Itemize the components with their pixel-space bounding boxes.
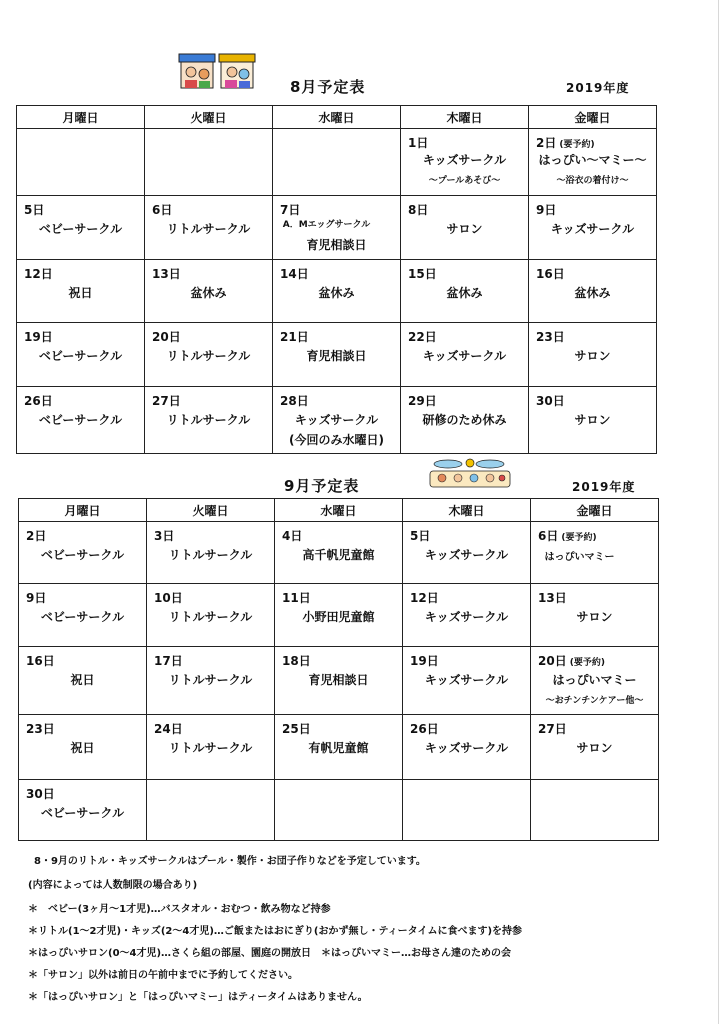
september-year: 2019年度 bbox=[572, 480, 636, 494]
day-label: 13日 bbox=[152, 267, 181, 281]
day-label: 22日 bbox=[408, 330, 437, 344]
event-text: ベビーサークル bbox=[38, 413, 123, 427]
event-text: ベビーサークル bbox=[38, 222, 123, 236]
event-text: 小野田児童館 bbox=[302, 610, 375, 624]
event-text: 育児相談日 bbox=[306, 238, 367, 252]
day-number bbox=[152, 392, 181, 409]
event-text: ～プールあそび～ bbox=[428, 176, 501, 186]
event-text: ベビーサークル bbox=[40, 610, 125, 624]
day-cell bbox=[275, 522, 403, 584]
event-text: サロン bbox=[446, 222, 483, 236]
day-number bbox=[280, 265, 309, 282]
day-cell bbox=[529, 129, 657, 196]
event-text: 盆休み bbox=[318, 286, 355, 300]
day-cell bbox=[145, 323, 273, 387]
day-label: 27日 bbox=[152, 394, 181, 408]
event-text: リトルサークル bbox=[168, 548, 253, 562]
day-number bbox=[26, 527, 46, 544]
day-label: 26日 bbox=[410, 722, 439, 736]
day-number bbox=[410, 589, 439, 606]
day-label: 7日 bbox=[280, 203, 301, 217]
weekday-header: 火曜日 bbox=[147, 499, 275, 522]
day-cell bbox=[529, 323, 657, 387]
day-number bbox=[536, 201, 556, 218]
day-label: 15日 bbox=[408, 267, 437, 281]
day-label: 12日 bbox=[24, 267, 53, 281]
day-label: 16日 bbox=[26, 654, 55, 668]
week-row bbox=[19, 780, 659, 841]
event-text: サロン bbox=[576, 741, 613, 755]
event-text: リトルサークル bbox=[166, 413, 251, 427]
event-text: 祝日 bbox=[70, 673, 95, 687]
day-cell bbox=[273, 387, 401, 454]
day-number bbox=[408, 392, 437, 409]
day-number bbox=[408, 201, 428, 218]
day-cell bbox=[145, 387, 273, 454]
day-cell bbox=[145, 129, 273, 196]
event-text: キッズサークル bbox=[424, 610, 509, 624]
reservation-note: (要予約) bbox=[559, 140, 595, 150]
day-label: 17日 bbox=[154, 654, 183, 668]
day-label: 23日 bbox=[536, 330, 565, 344]
day-cell bbox=[531, 780, 659, 841]
event-text: 研修のため休み bbox=[422, 413, 507, 427]
day-cell bbox=[275, 647, 403, 715]
day-cell bbox=[275, 715, 403, 780]
day-label: 2日 bbox=[26, 529, 47, 543]
day-cell bbox=[273, 129, 401, 196]
event-text: キッズサークル bbox=[424, 548, 509, 562]
day-number bbox=[282, 720, 311, 737]
weekday-header: 木曜日 bbox=[401, 106, 529, 129]
day-label: 12日 bbox=[410, 591, 439, 605]
day-number bbox=[154, 589, 183, 606]
day-label: 6日 bbox=[152, 203, 173, 217]
day-label: 24日 bbox=[154, 722, 183, 736]
day-cell bbox=[529, 387, 657, 454]
day-label: 21日 bbox=[280, 330, 309, 344]
september-calendar bbox=[18, 498, 659, 841]
day-label: 25日 bbox=[282, 722, 311, 736]
day-label: 16日 bbox=[536, 267, 565, 281]
day-label: 2日 bbox=[536, 136, 557, 150]
day-cell bbox=[17, 129, 145, 196]
day-label: 14日 bbox=[280, 267, 309, 281]
day-cell bbox=[147, 715, 275, 780]
day-label: 8日 bbox=[408, 203, 429, 217]
day-number bbox=[280, 392, 309, 409]
event-text: はっぴいマミー bbox=[544, 552, 615, 563]
weekday-header: 月曜日 bbox=[19, 499, 147, 522]
day-cell bbox=[275, 780, 403, 841]
day-cell bbox=[19, 780, 147, 841]
day-label: 11日 bbox=[282, 591, 311, 605]
day-cell bbox=[17, 387, 145, 454]
week-row bbox=[19, 715, 659, 780]
note-line: 8・9月のリトル・キッズサークルはプール・製作・お団子作りなどを予定しています。 bbox=[34, 856, 426, 867]
event-text: ～浴衣の着付け～ bbox=[556, 176, 629, 186]
day-label: 5日 bbox=[24, 203, 45, 217]
day-label: 27日 bbox=[538, 722, 567, 736]
day-cell bbox=[275, 584, 403, 647]
august-title: 8月予定表 bbox=[290, 78, 366, 96]
day-number bbox=[154, 527, 174, 544]
day-number bbox=[538, 589, 567, 606]
day-cell bbox=[403, 780, 531, 841]
day-cell bbox=[147, 584, 275, 647]
day-number bbox=[154, 720, 183, 737]
day-cell bbox=[17, 323, 145, 387]
day-label: 9日 bbox=[26, 591, 47, 605]
event-text: はっぴいマミー bbox=[552, 673, 637, 687]
event-text: 祝日 bbox=[68, 286, 93, 300]
day-number bbox=[538, 652, 605, 669]
day-cell bbox=[531, 647, 659, 715]
day-number bbox=[152, 265, 181, 282]
week-row bbox=[19, 647, 659, 715]
day-number bbox=[154, 652, 183, 669]
day-cell bbox=[403, 715, 531, 780]
august-illustration bbox=[177, 50, 259, 92]
event-text: 高千帆児童館 bbox=[302, 548, 375, 562]
weekday-header: 金曜日 bbox=[531, 499, 659, 522]
day-label: 19日 bbox=[24, 330, 53, 344]
event-text: キッズサークル bbox=[424, 673, 509, 687]
weekday-header: 月曜日 bbox=[17, 106, 145, 129]
day-number bbox=[280, 201, 300, 218]
day-cell bbox=[17, 196, 145, 260]
day-cell bbox=[403, 584, 531, 647]
day-cell bbox=[401, 387, 529, 454]
week-row bbox=[19, 522, 659, 584]
event-text: リトルサークル bbox=[166, 349, 251, 363]
weekday-header: 木曜日 bbox=[403, 499, 531, 522]
event-text: ～おチンチンケアー他～ bbox=[545, 696, 644, 706]
event-text: 祝日 bbox=[70, 741, 95, 755]
august-calendar bbox=[16, 105, 657, 454]
day-label: 30日 bbox=[26, 787, 55, 801]
day-cell bbox=[401, 260, 529, 323]
day-cell bbox=[273, 196, 401, 260]
event-text: 盆休み bbox=[446, 286, 483, 300]
week-row bbox=[17, 129, 657, 196]
event-text: キッズサークル bbox=[422, 153, 507, 167]
event-text: ベビーサークル bbox=[40, 548, 125, 562]
day-number bbox=[26, 785, 55, 802]
event-text: キッズサークル bbox=[294, 413, 379, 427]
event-text: 盆休み bbox=[574, 286, 611, 300]
september-header-row bbox=[19, 499, 659, 522]
day-number bbox=[282, 527, 302, 544]
note-line: (内容によっては人数制限の場合あり) bbox=[28, 880, 198, 891]
day-number bbox=[538, 720, 567, 737]
day-number bbox=[152, 201, 172, 218]
day-cell bbox=[147, 647, 275, 715]
note-line: ＊「サロン」以外は前日の午前中までに予約してください。 bbox=[28, 970, 298, 981]
day-label: 6日 bbox=[538, 529, 559, 543]
week-row bbox=[17, 323, 657, 387]
note-line: ＊はっぴいサロン(0～4才児)…さくら組の部屋、園庭の開放日 ＊はっぴいマミー…お母さん達のための会 bbox=[28, 948, 512, 959]
weekday-header: 金曜日 bbox=[529, 106, 657, 129]
day-number bbox=[24, 328, 53, 345]
note-line: ＊「はっぴいサロン」と「はっぴいマミー」はティータイムはありません。 bbox=[28, 992, 368, 1003]
day-number bbox=[282, 652, 311, 669]
day-cell bbox=[19, 584, 147, 647]
reservation-note: (要予約) bbox=[561, 533, 597, 543]
event-text: リトルサークル bbox=[166, 222, 251, 236]
day-number bbox=[282, 589, 311, 606]
day-label: 20日 bbox=[538, 654, 567, 668]
event-text: A．Mエッグサークル bbox=[282, 220, 371, 230]
day-cell bbox=[273, 323, 401, 387]
day-number bbox=[26, 589, 46, 606]
day-number bbox=[536, 134, 595, 151]
day-cell bbox=[531, 715, 659, 780]
note-line: ＊リトル(1～2才児)・キッズ(2～4才児)…ご飯またはおにぎり(おかず無し・ティータイムに食べます)を持参 bbox=[28, 926, 523, 937]
weekday-header: 水曜日 bbox=[275, 499, 403, 522]
august-year: 2019年度 bbox=[566, 81, 630, 95]
day-label: 28日 bbox=[280, 394, 309, 408]
day-cell bbox=[147, 780, 275, 841]
event-text: 盆休み bbox=[190, 286, 227, 300]
event-text: リトルサークル bbox=[168, 673, 253, 687]
day-label: 3日 bbox=[154, 529, 175, 543]
day-label: 26日 bbox=[24, 394, 53, 408]
day-cell bbox=[19, 647, 147, 715]
day-number bbox=[26, 652, 55, 669]
event-text: (今回のみ水曜日) bbox=[289, 433, 384, 447]
day-label: 4日 bbox=[282, 529, 303, 543]
day-cell bbox=[531, 584, 659, 647]
event-text: ベビーサークル bbox=[40, 806, 125, 820]
note-line: ＊ ベビー(3ヶ月～1才児)…バスタオル・おむつ・飲み物など持参 bbox=[28, 904, 331, 915]
weekday-header: 水曜日 bbox=[273, 106, 401, 129]
day-number bbox=[410, 720, 439, 737]
day-cell bbox=[529, 196, 657, 260]
day-number bbox=[152, 328, 181, 345]
weekday-header: 火曜日 bbox=[145, 106, 273, 129]
september-illustration bbox=[428, 457, 512, 489]
week-row bbox=[17, 387, 657, 454]
day-number bbox=[24, 392, 53, 409]
day-number bbox=[410, 527, 430, 544]
day-label: 19日 bbox=[410, 654, 439, 668]
day-label: 13日 bbox=[538, 591, 567, 605]
event-text: リトルサークル bbox=[168, 741, 253, 755]
reservation-note: (要予約) bbox=[569, 658, 605, 668]
day-number bbox=[536, 392, 565, 409]
day-cell bbox=[19, 522, 147, 584]
event-text: はっぴい～マミー～ bbox=[538, 153, 647, 167]
event-text: サロン bbox=[574, 413, 611, 427]
day-number bbox=[538, 527, 597, 544]
day-label: 23日 bbox=[26, 722, 55, 736]
event-text: キッズサークル bbox=[550, 222, 635, 236]
day-number bbox=[26, 720, 55, 737]
day-label: 30日 bbox=[536, 394, 565, 408]
event-text: キッズサークル bbox=[424, 741, 509, 755]
day-cell bbox=[531, 522, 659, 584]
day-cell bbox=[273, 260, 401, 323]
august-header-row bbox=[17, 106, 657, 129]
day-number bbox=[408, 134, 428, 151]
day-label: 29日 bbox=[408, 394, 437, 408]
day-label: 20日 bbox=[152, 330, 181, 344]
day-cell bbox=[401, 196, 529, 260]
day-number bbox=[408, 328, 437, 345]
day-number bbox=[24, 201, 44, 218]
day-cell bbox=[145, 260, 273, 323]
event-text: ベビーサークル bbox=[38, 349, 123, 363]
event-text: キッズサークル bbox=[422, 349, 507, 363]
week-row bbox=[17, 260, 657, 323]
day-label: 9日 bbox=[536, 203, 557, 217]
event-text: サロン bbox=[576, 610, 613, 624]
week-row bbox=[19, 584, 659, 647]
day-number bbox=[410, 652, 439, 669]
event-text: 育児相談日 bbox=[306, 349, 367, 363]
page-edge bbox=[718, 0, 719, 1024]
day-number bbox=[24, 265, 53, 282]
event-text: 育児相談日 bbox=[308, 673, 369, 687]
day-cell bbox=[403, 647, 531, 715]
day-cell bbox=[401, 129, 529, 196]
week-row bbox=[17, 196, 657, 260]
event-text: 有帆児童館 bbox=[308, 741, 369, 755]
day-cell bbox=[17, 260, 145, 323]
day-label: 5日 bbox=[410, 529, 431, 543]
day-number bbox=[280, 328, 309, 345]
day-number bbox=[408, 265, 437, 282]
day-number bbox=[536, 328, 565, 345]
day-label: 1日 bbox=[408, 136, 429, 150]
september-title: 9月予定表 bbox=[284, 477, 360, 495]
day-cell bbox=[19, 715, 147, 780]
event-text: サロン bbox=[574, 349, 611, 363]
day-cell bbox=[147, 522, 275, 584]
day-label: 10日 bbox=[154, 591, 183, 605]
day-number bbox=[536, 265, 565, 282]
day-label: 18日 bbox=[282, 654, 311, 668]
event-text: リトルサークル bbox=[168, 610, 253, 624]
day-cell bbox=[401, 323, 529, 387]
day-cell bbox=[529, 260, 657, 323]
